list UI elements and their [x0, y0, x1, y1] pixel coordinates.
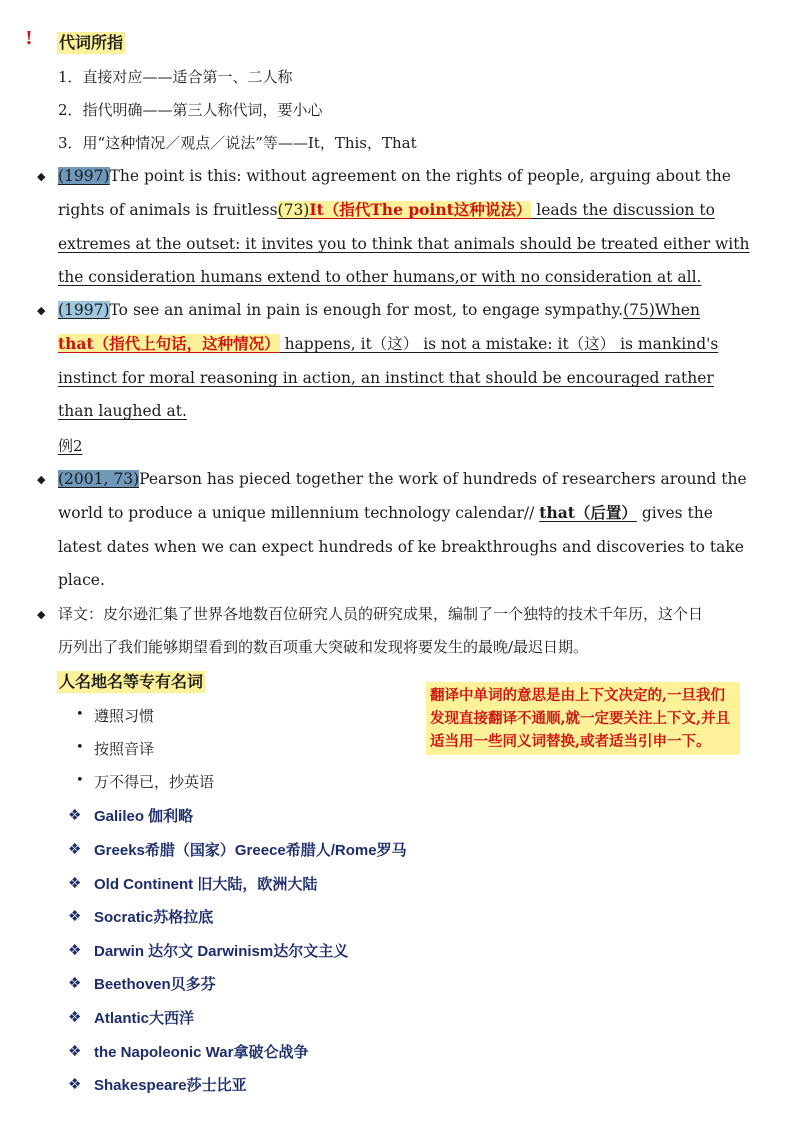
name-item: Galileo 伽利略 — [94, 808, 194, 825]
question-number: (73) — [277, 201, 310, 219]
reference-note: It（指代The point这种说法） — [309, 200, 532, 219]
name-item: the Napoleonic War拿破仑战争 — [94, 1044, 309, 1061]
bullet-diamond-icon: ◆ — [37, 304, 46, 317]
example1-text: leads the discussion to — [531, 201, 715, 219]
example1-line2 — [58, 199, 715, 221]
example1-line4: the consideration humans extend to other humans,or with no consideration at all. — [58, 268, 702, 286]
postposition-note: that（后置） — [539, 503, 637, 522]
translation-line2: 历列出了我们能够期望看到的数百项重大突破和发现将要发生的最晚/最迟日期。 — [58, 638, 589, 656]
example3-line2 — [58, 502, 713, 524]
heading-proper-nouns: 人名地名等专有名词 — [59, 672, 204, 691]
example1-text: rights of animals is fruitless — [58, 201, 278, 219]
name-item: Beethoven贝多芬 — [94, 976, 216, 993]
example2-line1 — [58, 299, 700, 321]
example3-line4: place. — [58, 571, 105, 589]
year-tag: (1997) — [58, 301, 110, 319]
heading-pronoun-reference: 代词所指 — [59, 33, 124, 52]
example2-line2 — [58, 333, 718, 355]
example2-text: To see an animal in pain is enough for most, to engage sympathy. — [109, 301, 624, 319]
translation-line1: 译文：皮尔逊汇集了世界各地数百位研究人员的研究成果，编制了一个独特的技术千年历，这个日 — [58, 605, 704, 623]
example2-line4: than laughed at. — [58, 402, 187, 420]
example-label: 例2 — [58, 437, 83, 455]
bullet-star-diamond-icon: ❖ — [68, 907, 82, 925]
example1-highlight — [278, 201, 532, 219]
year-tag: (1997) — [58, 167, 110, 185]
bullet-star-diamond-icon: ❖ — [68, 840, 82, 858]
example3-line3: latest dates when we can expect hundreds of ke breakthroughs and discoveries to take — [58, 538, 744, 556]
numbered-item-1: 1．直接对应——适合第一、二人称 — [58, 68, 293, 86]
bullet-diamond-icon: ◆ — [37, 473, 46, 486]
name-item: Shakespeare莎士比亚 — [94, 1077, 247, 1094]
bullet-star-diamond-icon: ❖ — [68, 874, 82, 892]
example2-text: (75)When — [623, 301, 700, 319]
translation-tip-note: 翻译中单词的意思是由上下文决定的,一旦我们发现直接翻译不通顺,就一定要关注上下文,并且适当用一些同义词替换,或者适当引申一下。 — [426, 682, 740, 755]
bullet-dot-icon: • — [76, 707, 84, 722]
bullet-star-diamond-icon: ❖ — [68, 1042, 82, 1060]
year-tag: (2001, 73) — [58, 470, 140, 488]
example3-text: Pearson has pieced together the work of hundreds of researchers around the — [139, 470, 747, 488]
example3-text: gives the — [636, 504, 713, 522]
example3-text: world to produce a unique millennium technology calendar// — [58, 504, 540, 522]
example1-text: The point is this: without agreement on the rights of people, arguing about the — [109, 167, 731, 185]
rule-item-3: 万不得已，抄英语 — [94, 773, 215, 791]
reference-note: that（指代上句话，这种情况） — [58, 334, 280, 353]
example3-line1 — [58, 468, 747, 490]
example2-text: happens, it（这） is not a mistake: it（这） is mankind's — [279, 335, 719, 353]
name-item: Old Continent 旧大陆，欧洲大陆 — [94, 876, 318, 893]
rule-item-2: 按照音译 — [94, 740, 155, 758]
bullet-star-diamond-icon: ❖ — [68, 1008, 82, 1026]
example2-line3: instinct for moral reasoning in action, an instinct that should be encouraged rather — [58, 369, 714, 387]
bullet-star-diamond-icon: ❖ — [68, 974, 82, 992]
name-item: Socratic苏格拉底 — [94, 909, 214, 926]
bullet-diamond-icon: ◆ — [37, 608, 46, 621]
numbered-item-2: 2．指代明确——第三人称代词，要小心 — [58, 101, 323, 119]
bullet-dot-icon: • — [76, 740, 84, 755]
bullet-star-diamond-icon: ❖ — [68, 806, 82, 824]
example1-line1 — [58, 165, 731, 187]
name-item: Darwin 达尔文 Darwinism达尔文主义 — [94, 943, 349, 960]
name-item: Atlantic大西洋 — [94, 1010, 195, 1027]
bullet-diamond-icon: ◆ — [37, 170, 46, 183]
example1-line3: extremes at the outset: it invites you to think that animals should be treated either with — [58, 235, 750, 253]
name-item: Greeks希腊（国家）Greece希腊人/Rome罗马 — [94, 842, 407, 859]
bullet-dot-icon: • — [76, 773, 84, 788]
bullet-star-diamond-icon: ❖ — [68, 1075, 82, 1093]
numbered-item-3: 3．用“这种情况／观点／说法”等——It，This，That — [58, 134, 417, 152]
rule-item-1: 遵照习惯 — [94, 707, 155, 725]
exclamation-marker: ! — [25, 28, 33, 49]
bullet-star-diamond-icon: ❖ — [68, 941, 82, 959]
